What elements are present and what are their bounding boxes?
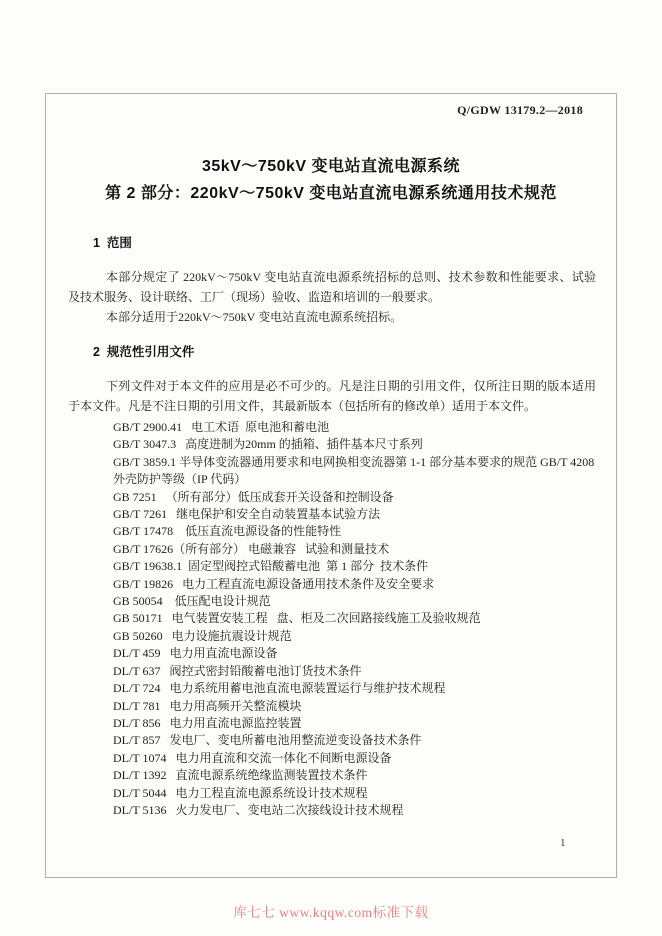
reference-item: DL/T 857 发电厂、变电所蓄电池用整流逆变设备技术条件 xyxy=(113,733,422,748)
reference-item: GB/T 3047.3 高度进制为20mm 的插箱、插件基本尺寸系列 xyxy=(113,437,423,452)
scope-paragraph-1: 本部分规定了 220kV～750kV 变电站直流电源系统招标的总则、技术参数和性能要求、试验及技术服务、设计联络、工厂（现场）验收、监造和培训的一般要求。 xyxy=(68,270,596,304)
reference-item: GB/T 17626（所有部分） 电磁兼容 试验和测量技术 xyxy=(113,541,390,556)
doc-title xyxy=(0,157,662,204)
reference-item: GB/T 3859.1 半导体变流器通用要求和电网换相变流器第 1-1 部分基本要求的规范 GB/T 4208 外壳防护等级（IP 代码） xyxy=(113,454,598,487)
reference-item: GB 7251 （所有部分）低压成套开关设备和控制设备 xyxy=(113,489,394,504)
doc-title-line1: 35kV～750kV 变电站直流电源系统 xyxy=(201,158,461,175)
reference-item: DL/T 781 电力用高频开关整流模块 xyxy=(113,698,302,713)
reference-item: GB 50054 低压配电设计规范 xyxy=(113,594,271,609)
reference-item: GB/T 2900.41 电工术语 原电池和蓄电池 xyxy=(113,420,330,434)
reference-item: DL/T 459 电力用直流电源设备 xyxy=(113,646,278,661)
reference-item: DL/T 856 电力用直流电源监控装置 xyxy=(113,715,302,730)
section-1-heading: 1 范围 xyxy=(93,236,132,250)
doc-title-line2: 第 2 部分：220kV～750kV 变电站直流电源系统通用技术规范 xyxy=(105,185,557,202)
doc-number: Q/GDW 13179.2—2018 xyxy=(457,103,583,117)
page-number: 1 xyxy=(560,837,566,849)
reference-item: GB/T 19638.1 固定型阀控式铅酸蓄电池 第 1 部分 技术条件 xyxy=(113,559,429,574)
reference-item: GB/T 17478 低压直流电源设备的性能特性 xyxy=(113,524,342,539)
reference-item: GB 50260 电力设施抗震设计规范 xyxy=(113,628,292,643)
watermark-text: 库七七 www.kqqw.com标准下载 xyxy=(233,905,429,920)
reference-item: DL/T 724 电力系统用蓄电池直流电源装置运行与维护技术规程 xyxy=(113,681,446,696)
reference-item: DL/T 1074 电力用直流和交流一体化不间断电源设备 xyxy=(113,750,392,765)
reference-list xyxy=(113,419,596,819)
reference-item: GB/T 7261 继电保护和安全自动装置基本试验方法 xyxy=(113,507,381,522)
references-intro: 下列文件对于本文件的应用是必不可少的。凡是注日期的引用文件，仅所注日期的版本适用于本文件。凡是不注日期的引用文件，其最新版本（包括所有的修改单）适用于本文件。 xyxy=(68,379,596,413)
reference-item: DL/T 637 阀控式密封铅酸蓄电池订货技术条件 xyxy=(113,663,362,678)
scope-paragraph-2: 本部分适用于220kV～750kV 变电站直流电源系统招标。 xyxy=(106,310,403,324)
section-2-heading: 2 规范性引用文件 xyxy=(93,345,195,359)
document-body xyxy=(68,233,596,819)
reference-item: DL/T 5044 电力工程直流电源系统设计技术规程 xyxy=(113,785,368,800)
reference-item: GB/T 19826 电力工程直流电源设备通用技术条件及安全要求 xyxy=(113,576,435,591)
reference-item: DL/T 1392 直流电源系统绝缘监测装置技术条件 xyxy=(113,768,368,783)
reference-item: DL/T 5136 火力发电厂、变电站二次接线设计技术规程 xyxy=(113,802,404,817)
reference-item: GB 50171 电气装置安装工程 盘、柜及二次回路接线施工及验收规范 xyxy=(113,611,481,626)
